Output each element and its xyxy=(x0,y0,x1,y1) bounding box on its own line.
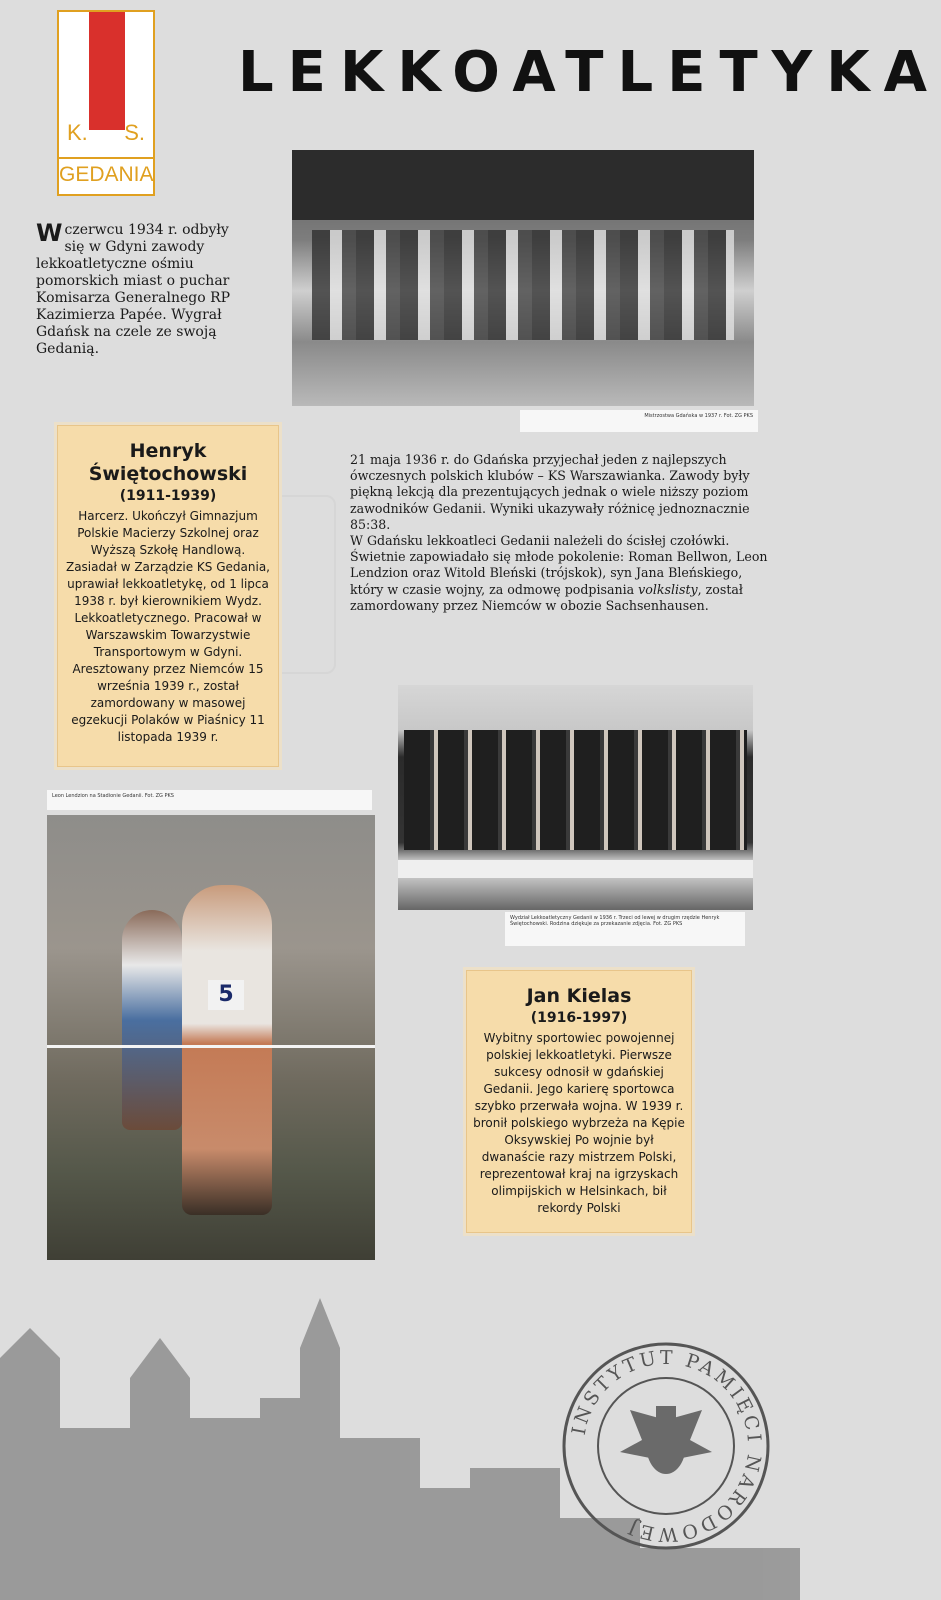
article-p2-italic: volkslisty xyxy=(638,581,698,597)
runner-photo-caption: Leon Lendzion na Stadionie Gedanii. Fot. ZG PKS xyxy=(47,790,372,810)
second-runner xyxy=(122,910,182,1130)
race-photo xyxy=(292,150,754,406)
bio-card-swietochowski xyxy=(57,425,279,767)
logo-red-bar xyxy=(89,12,125,130)
seal-text: INSTYTUT PAMIĘCI NARODOWEJ xyxy=(567,1346,766,1546)
article-paragraph-2 xyxy=(350,533,768,614)
bio-first-name: Henryk xyxy=(129,440,207,462)
lead-text: czerwcu 1934 r. odbyły się w Gdyni zawody lekkoatletyczne ośmiu pomorskich miast o puchar Komisarza Generalnego RP Kazimierza Papée. Wygrał Gdańsk na czele ze swoją Gedanią. xyxy=(36,222,231,357)
logo-s: S. xyxy=(124,120,145,145)
bio-text: Harcerz. Ukończył Gimnazjum Polskie Macierzy Szkolnej oraz Wyższą Szkołę Handlową. Zasiadał w Zarządzie KS Gedania, uprawiał lekkoatletykę, od 1 lipca 1938 r. był kierownikiem Wydz. Lekkoatletycznego. Pracował w Warszawskim Towarzystwie Transportowym w Gdyni. Aresztowany przez Niemców 15 września 1939 r., został zamordowany w masowej egzekucji Polaków w Piaśnicy 11 listopada 1939 r. xyxy=(65,509,270,744)
lead-paragraph xyxy=(36,219,250,358)
eagle-icon xyxy=(620,1406,712,1474)
article-p2-start: W Gdańsku lekkoatleci Gedanii należeli do ścisłej czołówki. Świetnie zapowiadało się młode pokolenie: Roman Bellwon, Leon Lendzion oraz Witold Bleński (trójskok), syn Jana Bleńskiego, który w czasie wojny, za odmowę podpisania xyxy=(350,533,768,597)
article-text xyxy=(350,452,768,614)
bio-years: (1911-1939) xyxy=(119,488,217,504)
team-photo-caption: Wydział Lekkoatletyczny Gedanii w 1936 r. Trzeci od lewej w drugim rzędzie Henryk Świętochowski. Rodzina dziękuje za przekazanie zdjęcia. Fot. ZG PKS xyxy=(505,912,745,946)
trophy-watermark xyxy=(270,495,336,674)
bio-last-name: Świętochowski xyxy=(88,463,248,485)
page-title: LEKKOATLETYKA xyxy=(238,40,941,105)
runner-photo xyxy=(47,815,375,1260)
logo-name: GEDANIA xyxy=(59,157,153,187)
article-paragraph-1: 21 maja 1936 r. do Gdańska przyjechał jeden z najlepszych ówczesnych polskich klubów – KS Warszawianka. Zawody były piękną lekcją dla prezentujących jednak o wiele niższy poziom zawodników Gedanii. Wyniki ukazywały różnicę jednoznacznie 85:38. xyxy=(350,452,750,532)
bio2-text: Wybitny sportowiec powojennej polskiej lekkoatletyki. Pierwsze sukcesy odnosił w gdańskiej Gedanii. Jego karierę sportowca szybko przerwała wojna. W 1939 r. bronił polskiego wybrzeża na Kępie Oksywskiej Po wojnie był dwanaście razy mistrzem Polski, reprezentował kraj na igrzyskach olimpijskich w Helsinkach, bił rekordy Polski xyxy=(473,1031,685,1215)
logo-k: K. xyxy=(67,120,88,145)
bio-card-kielas xyxy=(466,970,692,1233)
logo-ks xyxy=(59,120,153,150)
runner-bib: 5 xyxy=(208,980,244,1010)
drop-cap: W xyxy=(36,219,63,247)
lead-runner xyxy=(182,885,272,1215)
team-members xyxy=(404,730,747,850)
trees-background xyxy=(292,150,754,220)
race-photo-caption: Mistrzostwa Gdańska w 1937 r. Fot. ZG PKS xyxy=(520,410,758,432)
team-photo xyxy=(398,685,753,910)
bio2-name: Jan Kielas xyxy=(526,985,632,1007)
article-p2-end: , został zamordowany przez Niemców w obozie Sachsenhausen. xyxy=(350,581,743,613)
ipn-seal xyxy=(560,1340,772,1552)
table-cloth xyxy=(398,860,753,878)
runners-group xyxy=(312,230,734,340)
finish-tape xyxy=(47,1045,375,1048)
bio2-years: (1916-1997) xyxy=(530,1010,628,1026)
gedania-logo xyxy=(57,10,155,196)
